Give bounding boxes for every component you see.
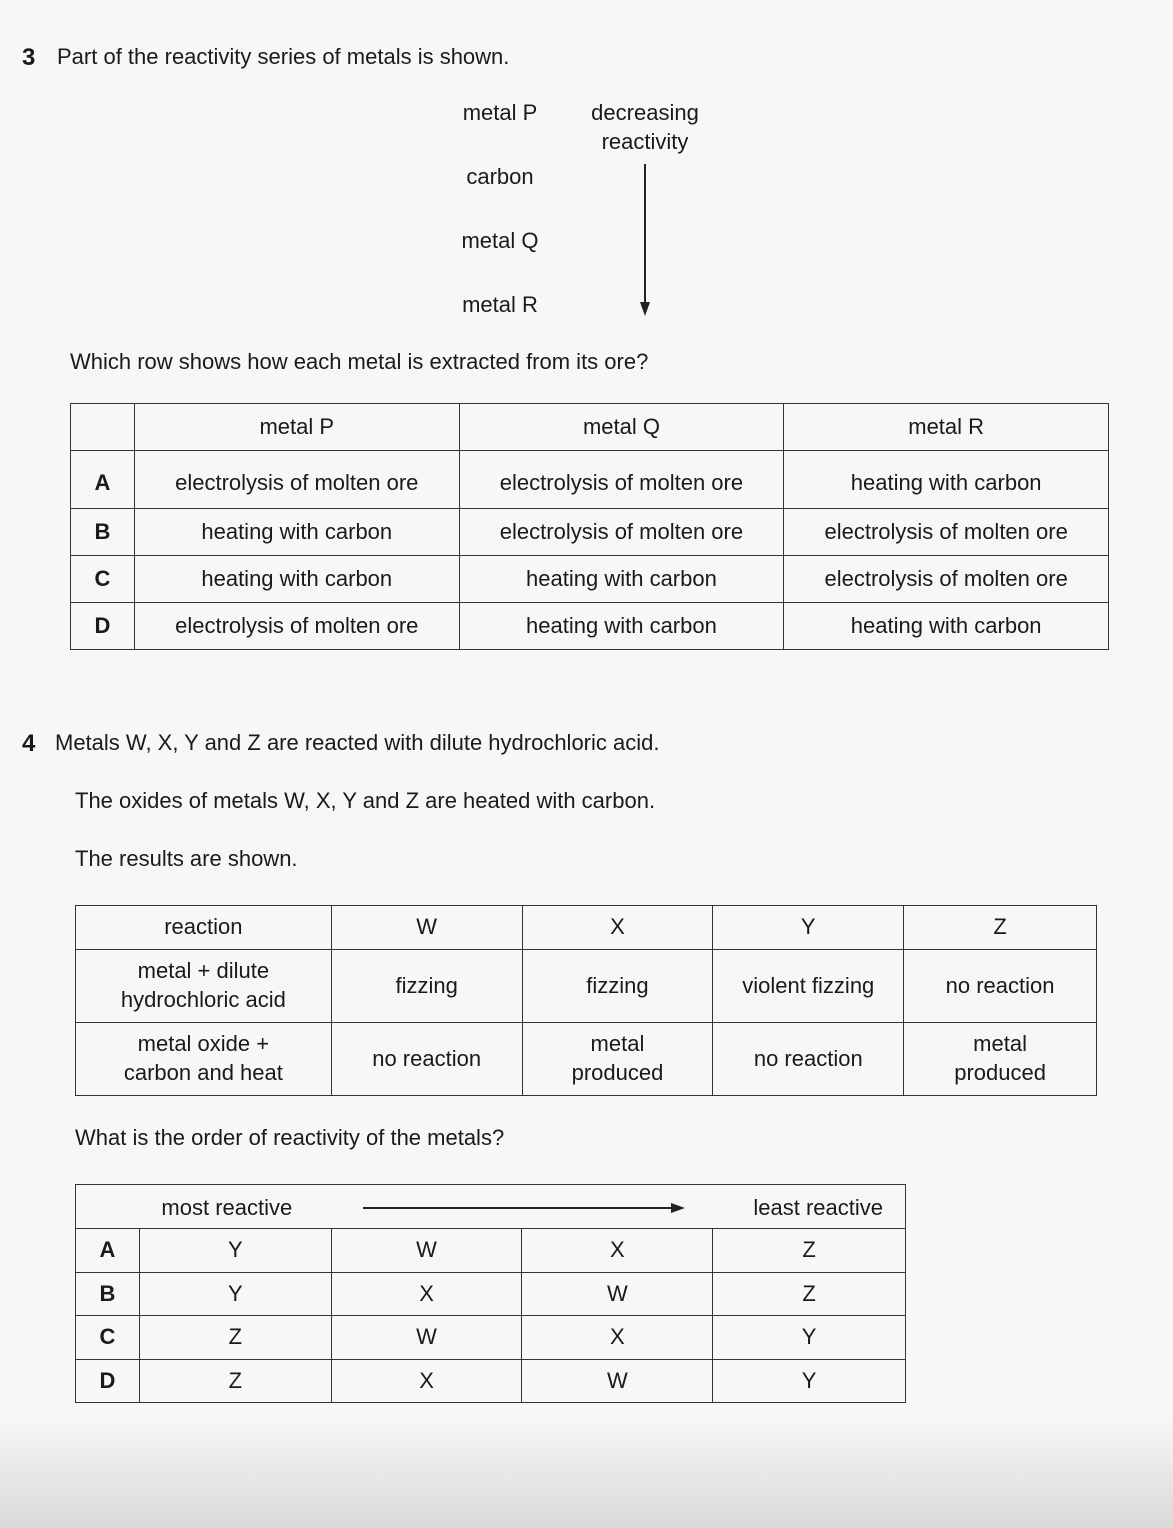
table-cell: heating with carbon bbox=[134, 509, 459, 556]
option-letter: A bbox=[71, 451, 135, 509]
table-header-row bbox=[71, 404, 1109, 451]
cell-line: hydrochloric acid bbox=[120, 987, 286, 1012]
table-cell: fizzing bbox=[331, 950, 522, 1023]
table-cell bbox=[76, 950, 332, 1023]
arrow-label-reactivity: reactivity bbox=[601, 129, 689, 154]
table-row bbox=[76, 1229, 906, 1273]
table-row bbox=[76, 1023, 1097, 1096]
question-4-prompt: What is the order of reactivity of the metals? bbox=[75, 1125, 505, 1150]
table-header-row bbox=[76, 1185, 906, 1229]
option-letter: D bbox=[71, 603, 135, 650]
table-header-z: Z bbox=[904, 906, 1097, 950]
table-cell: no reaction bbox=[904, 950, 1097, 1023]
table-cell: no reaction bbox=[713, 1023, 904, 1096]
table-cell: heating with carbon bbox=[459, 556, 784, 603]
series-item-carbon: carbon bbox=[466, 164, 534, 189]
option-letter: B bbox=[76, 1273, 140, 1316]
cell-line: produced bbox=[954, 1060, 1046, 1085]
table-cell: X bbox=[331, 1360, 522, 1403]
option-letter: C bbox=[71, 556, 135, 603]
table-cell: electrolysis of molten ore bbox=[784, 556, 1109, 603]
table-header-metal-p: metal P bbox=[134, 404, 459, 451]
table-cell: X bbox=[331, 1273, 522, 1316]
table-cell: electrolysis of molten ore bbox=[459, 451, 784, 509]
cell-line: metal bbox=[973, 1031, 1027, 1057]
table-cell: no reaction bbox=[331, 1023, 522, 1096]
table-header-metal-q: metal Q bbox=[459, 404, 784, 451]
table-header-reaction: reaction bbox=[76, 906, 332, 950]
table-cell: Z bbox=[713, 1229, 906, 1273]
cell-line: carbon and heat bbox=[123, 1060, 283, 1085]
table-row bbox=[76, 1360, 906, 1403]
reactivity-order-arrow-icon bbox=[361, 1200, 687, 1216]
table-cell bbox=[76, 1023, 332, 1096]
question-4-line-2: The oxides of metals W, X, Y and Z are heated with carbon. bbox=[75, 788, 656, 813]
series-item-metal-q: metal Q bbox=[461, 228, 539, 253]
results-table bbox=[75, 905, 1097, 1096]
cell-line: produced bbox=[571, 1060, 664, 1085]
decreasing-reactivity-arrow-icon bbox=[635, 162, 655, 318]
table-cell: W bbox=[522, 1273, 713, 1316]
question-3-intro: Part of the reactivity series of metals is shown. bbox=[57, 44, 510, 69]
most-reactive-label: most reactive bbox=[161, 1195, 293, 1220]
table-cell: electrolysis of molten ore bbox=[134, 451, 459, 509]
question-4-number: 4 bbox=[22, 730, 36, 757]
table-cell: W bbox=[522, 1360, 713, 1403]
table-header-blank bbox=[71, 404, 135, 451]
option-letter: C bbox=[76, 1316, 140, 1360]
table-cell: heating with carbon bbox=[134, 556, 459, 603]
question-4-line-3: The results are shown. bbox=[75, 846, 298, 871]
cell-line: metal bbox=[590, 1031, 645, 1057]
table-cell: Z bbox=[139, 1316, 331, 1360]
arrow-label-decreasing: decreasing bbox=[591, 100, 699, 125]
table-cell: Z bbox=[139, 1360, 331, 1403]
table-cell: W bbox=[331, 1316, 522, 1360]
table-cell: electrolysis of molten ore bbox=[134, 603, 459, 650]
table-header-row bbox=[76, 906, 1097, 950]
table-header-blank bbox=[76, 1185, 140, 1229]
table-cell: Y bbox=[139, 1229, 331, 1273]
cell-line: metal oxide + bbox=[137, 1031, 270, 1057]
option-letter: A bbox=[76, 1229, 140, 1273]
table-cell: heating with carbon bbox=[784, 603, 1109, 650]
series-item-metal-r: metal R bbox=[462, 292, 538, 317]
option-letter: B bbox=[71, 509, 135, 556]
table-cell: electrolysis of molten ore bbox=[459, 509, 784, 556]
table-cell: heating with carbon bbox=[784, 451, 1109, 509]
question-3-prompt: Which row shows how each metal is extracted from its ore? bbox=[70, 349, 649, 374]
table-cell bbox=[904, 1023, 1097, 1096]
table-row bbox=[71, 603, 1109, 650]
table-cell: heating with carbon bbox=[459, 603, 784, 650]
table-cell: violent fizzing bbox=[713, 950, 904, 1023]
table-cell: Y bbox=[713, 1316, 906, 1360]
table-cell: Y bbox=[139, 1273, 331, 1316]
table-cell: X bbox=[522, 1316, 713, 1360]
most-to-least-header bbox=[139, 1185, 905, 1229]
reactivity-order-table bbox=[75, 1184, 906, 1403]
least-reactive-label: least reactive bbox=[753, 1195, 883, 1220]
page-bottom-shadow bbox=[0, 1418, 1173, 1528]
table-header-w: W bbox=[331, 906, 522, 950]
series-item-metal-p: metal P bbox=[462, 100, 538, 125]
table-cell: fizzing bbox=[522, 950, 713, 1023]
table-header-x: X bbox=[522, 906, 713, 950]
table-header-metal-r: metal R bbox=[784, 404, 1109, 451]
question-4-intro: Metals W, X, Y and Z are reacted with dilute hydrochloric acid. bbox=[55, 730, 660, 755]
table-cell: X bbox=[522, 1229, 713, 1273]
table-row bbox=[76, 1273, 906, 1316]
table-row bbox=[71, 509, 1109, 556]
question-3-number: 3 bbox=[22, 44, 36, 71]
table-cell: W bbox=[331, 1229, 522, 1273]
cell-line: metal + dilute bbox=[137, 958, 270, 984]
table-row bbox=[71, 451, 1109, 509]
option-letter: D bbox=[76, 1360, 140, 1403]
table-row bbox=[76, 1316, 906, 1360]
table-header-y: Y bbox=[713, 906, 904, 950]
table-row bbox=[76, 950, 1097, 1023]
table-cell: Y bbox=[713, 1360, 906, 1403]
table-cell: electrolysis of molten ore bbox=[784, 509, 1109, 556]
table-row bbox=[71, 556, 1109, 603]
extraction-table bbox=[70, 403, 1109, 650]
table-cell bbox=[522, 1023, 713, 1096]
table-cell: Z bbox=[713, 1273, 906, 1316]
